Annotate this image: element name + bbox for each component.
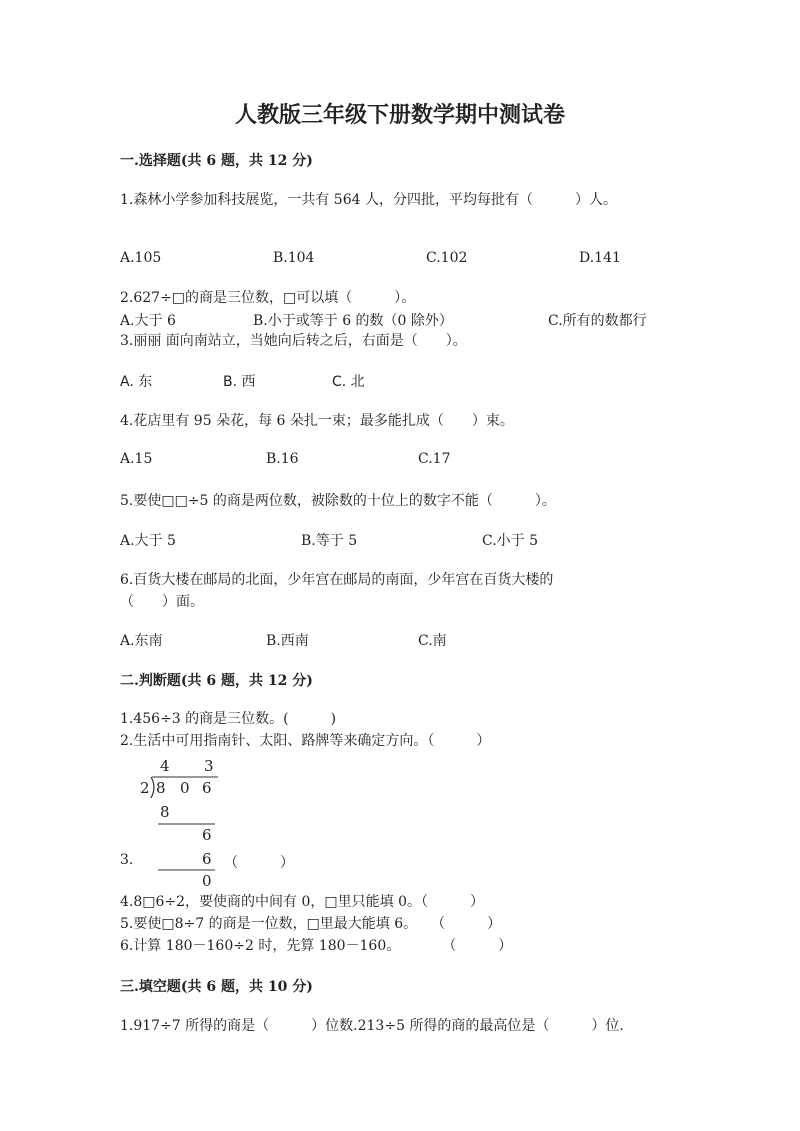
fill-q1-text: 1.917÷7 所得的商是（ ）位数.213÷5 所得的商的最高位是（ ）位. (120, 1018, 624, 1034)
choice-q1-option-b: B.104 (273, 250, 315, 266)
division-dividend-digit-3: 6 (202, 779, 212, 797)
section-heading-choice: 一.选择题(共 6 题，共 12 分) (120, 153, 313, 169)
choice-q3-option-c: C. 北 (332, 374, 365, 390)
division-quotient-digit-2: 3 (204, 757, 214, 775)
choice-q1-option-d: D.141 (579, 250, 621, 266)
choice-q3-option-b: B. 西 (223, 374, 256, 390)
choice-q6-text-line1: 6.百货大楼在邮局的北面，少年宫在邮局的南面，少年宫在百货大楼的 (120, 572, 554, 588)
judge-q3-blank: （ ） (224, 855, 294, 871)
choice-q2-text: 2.627÷□的商是三位数，□可以填（ ）。 (120, 290, 416, 306)
choice-q1-text: 1.森林小学参加科技展览，一共有 564 人，分四批，平均每批有（ ）人。 (120, 192, 617, 208)
choice-q5-option-a: A.大于 5 (120, 533, 176, 549)
choice-q2-option-c: C.所有的数都行 (548, 313, 647, 329)
choice-q4-option-b: B.16 (266, 451, 299, 467)
choice-q2-option-a: A.大于 6 (120, 313, 176, 329)
division-step-3: 6 (202, 850, 212, 868)
choice-q5-text: 5.要使□□÷5 的商是两位数，被除数的十位上的数字不能（ ）。 (120, 493, 556, 509)
section-heading-fill: 三.填空题(共 6 题，共 10 分) (120, 979, 313, 995)
division-bracket (151, 777, 154, 798)
choice-q5-option-c: C.小于 5 (482, 533, 539, 549)
division-quotient-digit-1: 4 (160, 757, 170, 775)
choice-q6-option-c: C.南 (418, 633, 447, 649)
choice-q4-text: 4.花店里有 95 朵花，每 6 朵扎一束；最多能扎成（ ）束。 (120, 413, 514, 429)
choice-q4-option-c: C.17 (418, 451, 451, 467)
choice-q6-option-a: A.东南 (120, 633, 163, 649)
judge-q6-text: 6.计算 180－160÷2 时，先算 180－160。 （ ） (120, 938, 513, 954)
page-title: 人教版三年级下册数学期中测试卷 (234, 102, 565, 128)
division-remainder: 0 (202, 872, 212, 890)
choice-q2-option-b: B.小于或等于 6 的数（0 除外） (253, 313, 453, 329)
judge-q5-text: 5.要使□8÷7 的商是一位数，□里最大能填 6。 （ ） (120, 916, 502, 932)
division-dividend-digit-1: 8 (156, 779, 166, 797)
long-division-figure (138, 754, 233, 890)
judge-q1-text: 1.456÷3 的商是三位数。( ) (120, 711, 337, 727)
division-divisor: 2 (140, 779, 150, 797)
judge-q2-text: 2.生活中可用指南针、太阳、路牌等来确定方向。（ ） (120, 733, 491, 749)
section-heading-judge: 二.判断题(共 6 题，共 12 分) (120, 673, 313, 689)
choice-q6-option-b: B.西南 (266, 633, 309, 649)
choice-q6-text-line2: （ ）面。 (120, 594, 204, 610)
choice-q5-option-b: B.等于 5 (301, 533, 358, 549)
choice-q1-option-c: C.102 (426, 250, 468, 266)
choice-q4-option-a: A.15 (120, 451, 153, 467)
judge-q3-number: 3. (120, 852, 134, 868)
choice-q3-text: 3.丽丽 面向南站立，当她向后转之后，右面是（ ）。 (120, 333, 467, 349)
choice-q1-option-a: A.105 (120, 250, 162, 266)
choice-q3-option-a: A. 东 (120, 374, 153, 390)
division-step-1: 8 (160, 803, 170, 821)
division-dividend-digit-2: 0 (180, 779, 190, 797)
division-step-2: 6 (202, 826, 212, 844)
judge-q4-text: 4.8□6÷2，要使商的中间有 0，□里只能填 0。（ ） (120, 894, 484, 910)
